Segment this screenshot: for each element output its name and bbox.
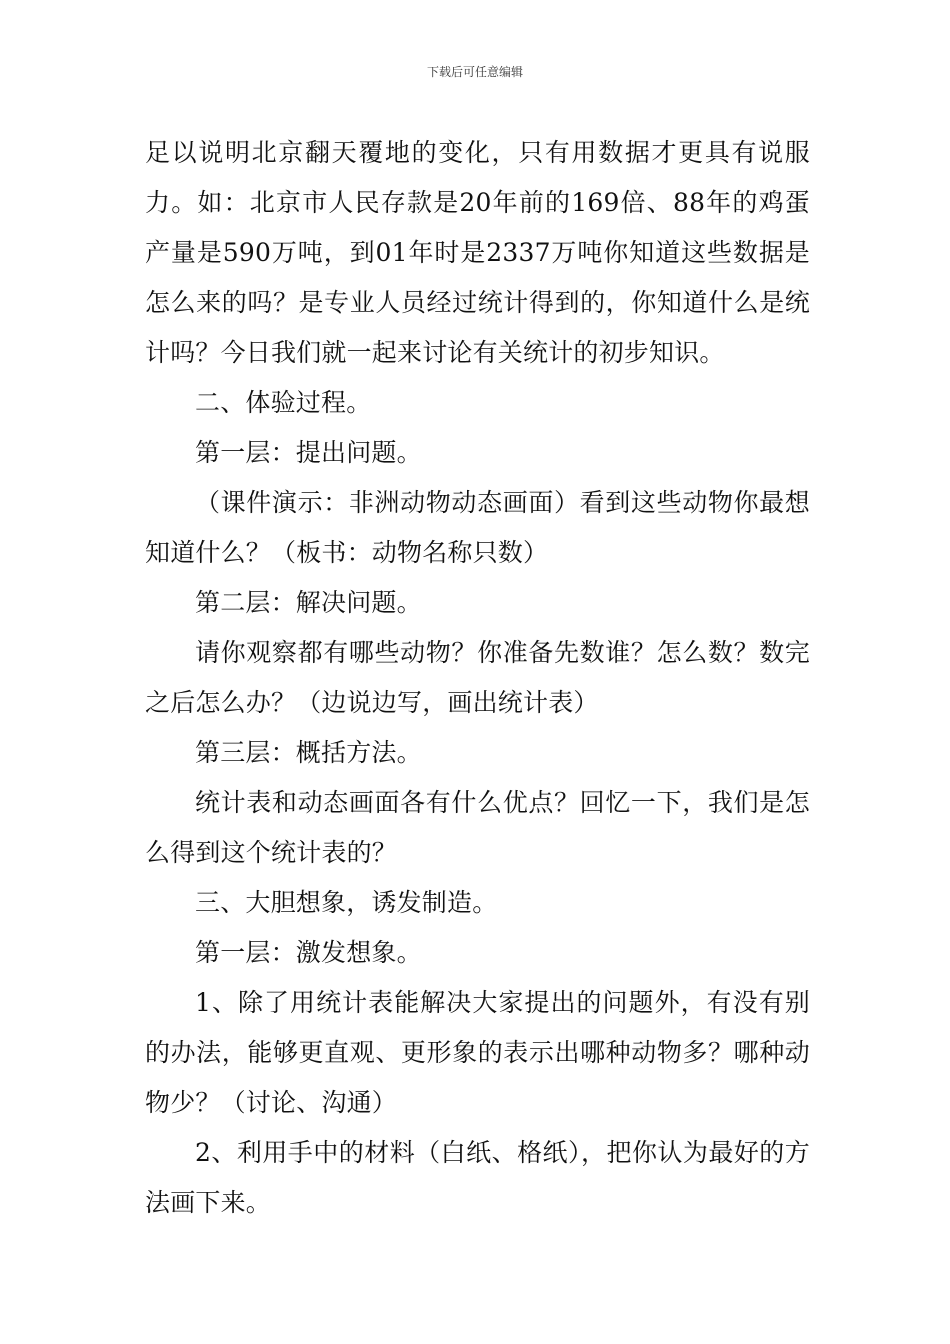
paragraph-6: 请你观察都有哪些动物？你准备先数谁？怎么数？数完之后怎么办？（边说边写，画出统计表） [145,638,810,717]
paragraph-10: 第一层：激发想象。 [195,938,422,967]
paragraph-3: 第一层：提出问题。 [195,438,422,467]
paragraph-7: 第三层：概括方法。 [195,738,422,767]
paragraph-4: （课件演示：非洲动物动态画面）看到这些动物你最想知道什么？（板书：动物名称只数） [145,488,810,567]
page-header-note: 下载后可任意编辑 [426,65,523,79]
paragraph-2: 二、体验过程。 [195,388,372,417]
paragraph-12: 2、利用手中的材料（白纸、格纸），把你认为最好的方法画下来。 [145,1138,810,1217]
paragraph-5: 第二层：解决问题。 [195,588,422,617]
paragraph-1: 足以说明北京翻天覆地的变化，只有用数据才更具有说服力。如：北京市人民存款是20年前的169倍、88年的鸡蛋产量是590万吨，到01年时是2337万吨你知道这些数据是怎么来的吗？是专业人员经过统计得到的，你知道什么是统计吗？今日我们就一起来讨论有关统计的初步知识。 [145,138,810,367]
paragraph-8: 统计表和动态画面各有什么优点？回忆一下，我们是怎么得到这个统计表的？ [145,788,810,867]
document-body [145,128,810,1228]
paragraph-9: 三、大胆想象，诱发制造。 [195,888,498,917]
paragraph-11: 1、除了用统计表能解决大家提出的问题外，有没有别的办法，能够更直观、更形象的表示出哪种动物多？哪种动物少？（讨论、沟通） [145,988,810,1117]
